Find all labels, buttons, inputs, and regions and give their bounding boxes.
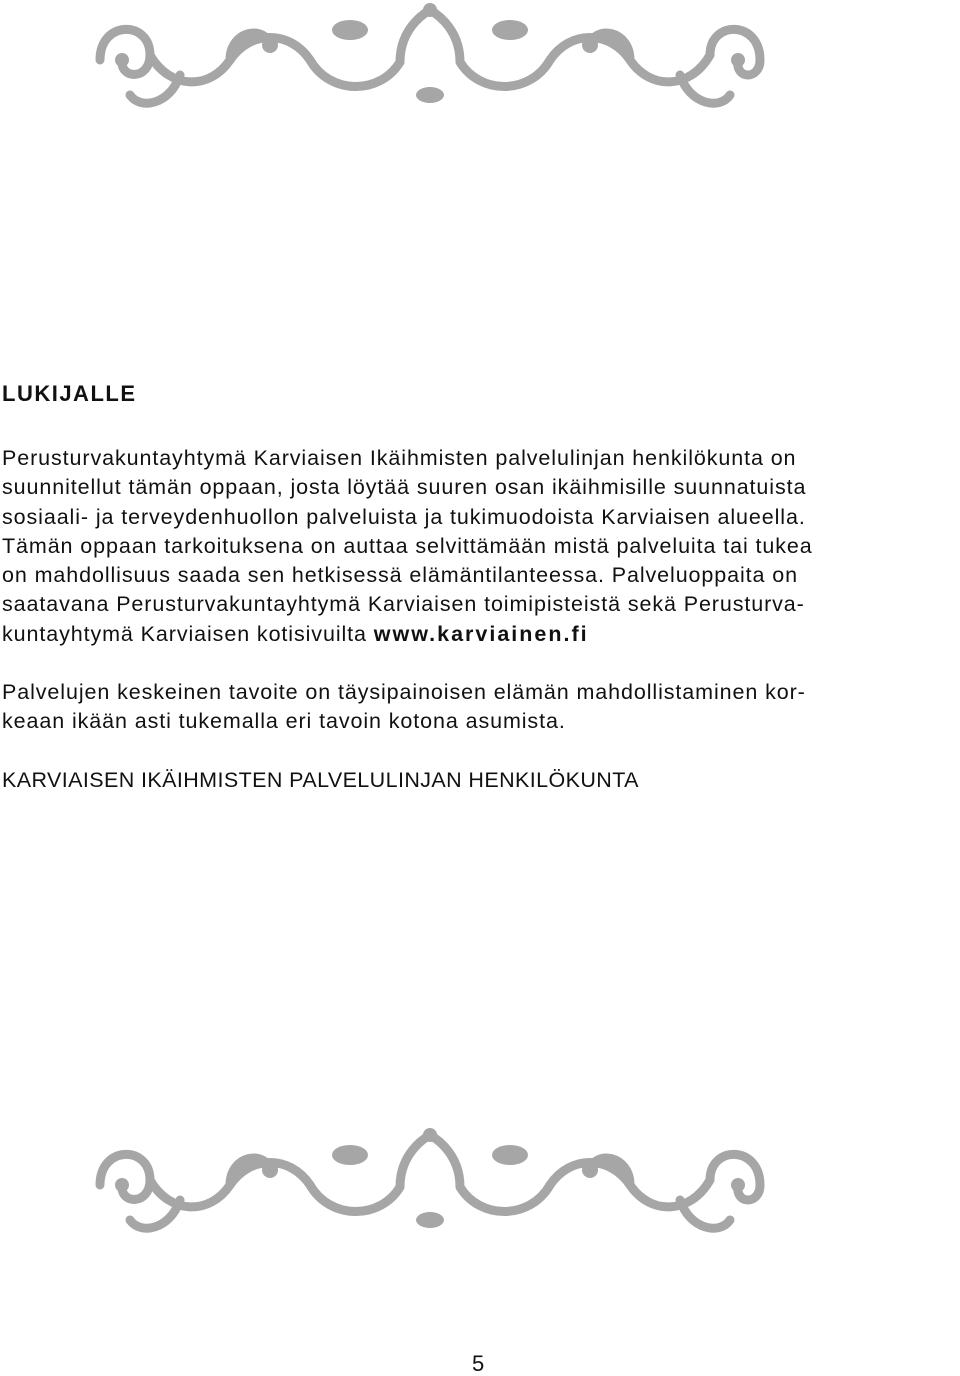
document-body [2,380,957,795]
page-number: 5 [472,1351,485,1376]
goal-line: Palvelujen keskeinen tavoite on täysipainoisen elämän mahdollistaminen kor- [2,680,806,705]
decorative-ornament-bottom [80,1125,780,1245]
page-title: LUKIJALLE [2,381,137,406]
intro-line [2,620,957,649]
flourish-ornament-icon [80,0,780,120]
signature: KARVIAISEN IKÄIHMISTEN PALVELULINJAN HENKILÖKUNTA [2,767,639,792]
intro-line: Tämän oppaan tarkoituksena on auttaa selvittämään mistä palveluita tai tukea [2,533,813,558]
flourish-ornament-icon [80,1125,780,1245]
decorative-ornament-top [80,0,780,120]
goal-line: keaan ikään asti tukemalla eri tavoin kotona asumista. [2,709,566,734]
intro-line: sosiaali- ja terveydenhuollon palveluista ja tukimuodoista Karviaisen alueella. [2,504,806,529]
intro-line: saatavana Perusturvakuntayhtymä Karviaisen toimipisteistä sekä Perusturva- [2,592,805,617]
website-link[interactable]: www.karviainen.fi [373,621,589,646]
intro-line: Perusturvakuntayhtymä Karviaisen Ikäihmisten palvelulinjan henkilökunta on [2,446,797,470]
intro-line: suunnitellut tämän oppaan, josta löytää suuren osan ikäihmisille suunnatuista [2,475,807,500]
goal-paragraph [2,678,957,737]
intro-paragraph [2,444,957,649]
intro-line-text: kuntayhtymä Karviaisen kotisivuilta [2,621,374,646]
intro-line: on mahdollisuus saada sen hetkisessä elämäntilanteessa. Palveluoppaita on [2,563,798,588]
